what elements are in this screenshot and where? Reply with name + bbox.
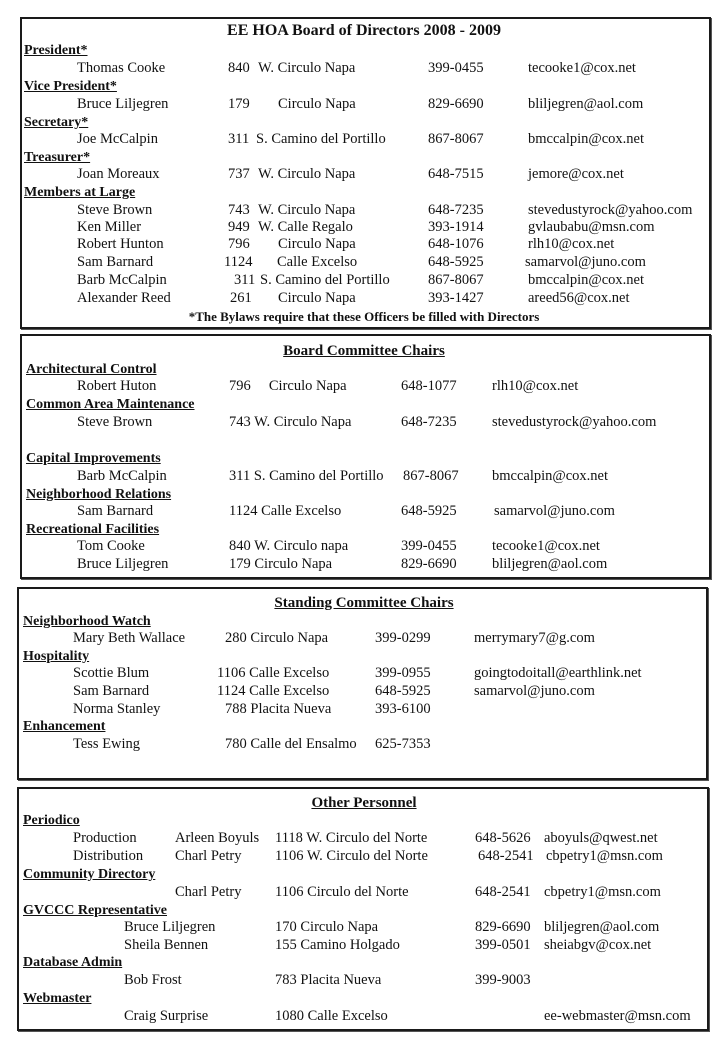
- phone: 648-7235: [428, 202, 484, 218]
- street: S. Camino del Portillo: [260, 272, 390, 288]
- heading-vice-president: Vice President*: [24, 79, 117, 94]
- address: 280 Circulo Napa: [225, 630, 329, 646]
- email-link[interactable]: bliljegren@aol.com: [492, 556, 608, 572]
- member-name: Sheila Bennen: [124, 937, 209, 953]
- email-link[interactable]: sheiabgv@cox.net: [544, 937, 652, 953]
- house-number: 737: [228, 166, 250, 182]
- member-name: Sam Barnard: [77, 503, 154, 519]
- email-link[interactable]: bliljegren@aol.com: [544, 919, 660, 935]
- email-link[interactable]: samarvol@juno.com: [525, 254, 646, 270]
- heading-capital-improvements: Capital Improvements: [26, 451, 161, 466]
- email-link[interactable]: areed56@cox.net: [528, 290, 630, 306]
- member-name: Steve Brown: [77, 202, 153, 218]
- house-number: 743: [228, 202, 250, 218]
- address: 1106 W. Circulo del Norte: [275, 848, 428, 864]
- standing-committees-title: Standing Committee Chairs: [274, 595, 454, 611]
- phone: 648-5925: [401, 503, 457, 519]
- heading-webmaster: Webmaster: [23, 991, 92, 1006]
- address: 788 Placita Nueva: [225, 701, 332, 717]
- board-title: EE HOA Board of Directors 2008 - 2009: [227, 22, 501, 39]
- member-name: Tom Cooke: [77, 538, 145, 554]
- email-link[interactable]: gvlaubabu@msn.com: [528, 219, 655, 235]
- heading-enhancement: Enhancement: [23, 719, 106, 734]
- email-link[interactable]: stevedustyrock@yahoo.com: [492, 414, 657, 430]
- street: W. Calle Regalo: [258, 219, 353, 235]
- member-name: Norma Stanley: [73, 701, 161, 717]
- email-link[interactable]: bmccalpin@cox.net: [528, 272, 645, 288]
- house-number: 179: [228, 96, 250, 112]
- heading-community-directory: Community Directory: [23, 867, 156, 882]
- email-link[interactable]: stevedustyrock@yahoo.com: [528, 202, 693, 218]
- member-name: Bruce Liljegren: [77, 556, 169, 572]
- email-link[interactable]: cbpetry1@msn.com: [544, 884, 661, 900]
- member-name: Robert Huton: [77, 378, 157, 394]
- email-link[interactable]: bmccalpin@cox.net: [528, 131, 645, 147]
- phone: 648-5626: [475, 830, 531, 846]
- street: Circulo Napa: [278, 236, 356, 252]
- heading-gvccc-representative: GVCCC Representative: [23, 903, 167, 918]
- street: W. Circulo Napa: [258, 60, 356, 76]
- email-link[interactable]: bmccalpin@cox.net: [492, 468, 609, 484]
- email-link[interactable]: ee-webmaster@msn.com: [544, 1008, 691, 1024]
- heading-common-area-maintenance: Common Area Maintenance: [26, 397, 195, 412]
- address: 1124 Calle Excelso: [217, 683, 330, 699]
- member-name: Arleen Boyuls: [175, 830, 260, 846]
- member-name: Thomas Cooke: [77, 60, 166, 76]
- street: Calle Excelso: [277, 254, 358, 270]
- member-name: Craig Surprise: [124, 1008, 209, 1024]
- phone: 648-5925: [375, 683, 431, 699]
- phone: 399-9003: [475, 972, 531, 988]
- phone: 829-6690: [428, 96, 484, 112]
- address: 1118 W. Circulo del Norte: [275, 830, 428, 846]
- member-name: Joan Moreaux: [77, 166, 160, 182]
- street: Circulo Napa: [278, 290, 356, 306]
- address: 780 Calle del Ensalmo: [225, 736, 357, 752]
- house-number: 311: [234, 272, 256, 288]
- address: 796 Circulo Napa: [229, 378, 347, 394]
- phone: 399-0501: [475, 937, 531, 953]
- address: 311 S. Camino del Portillo: [229, 468, 384, 484]
- member-name: Joe McCalpin: [77, 131, 158, 147]
- house-number: 1124: [224, 254, 253, 270]
- phone: 648-7515: [428, 166, 484, 182]
- member-name: Charl Petry: [175, 884, 242, 900]
- heading-treasurer: Treasurer*: [24, 150, 91, 165]
- member-name: Bruce Liljegren: [77, 96, 169, 112]
- address: 743 W. Circulo Napa: [229, 414, 352, 430]
- heading-neighborhood-watch: Neighborhood Watch: [23, 614, 151, 629]
- heading-secretary: Secretary*: [24, 115, 89, 130]
- phone: 393-6100: [375, 701, 431, 717]
- house-number: 949: [228, 219, 250, 235]
- phone: 393-1427: [428, 290, 484, 306]
- house-number: 796: [228, 236, 250, 252]
- address: 1080 Calle Excelso: [275, 1008, 388, 1024]
- member-name: Bruce Liljegren: [124, 919, 216, 935]
- phone: 625-7353: [375, 736, 431, 752]
- street: W. Circulo Napa: [258, 166, 356, 182]
- email-link[interactable]: jemore@cox.net: [528, 166, 624, 182]
- phone: 648-1077: [401, 378, 457, 394]
- address: 170 Circulo Napa: [275, 919, 379, 935]
- address: 179 Circulo Napa: [229, 556, 333, 572]
- house-number: 261: [230, 290, 252, 306]
- heading-president: President*: [24, 43, 88, 58]
- member-name: Barb McCalpin: [77, 272, 167, 288]
- role: Production: [73, 830, 137, 846]
- address: 155 Camino Holgado: [275, 937, 400, 953]
- phone: 829-6690: [401, 556, 457, 572]
- email-link[interactable]: merrymary7@g.com: [474, 630, 595, 646]
- phone: 648-5925: [428, 254, 484, 270]
- phone: 829-6690: [475, 919, 531, 935]
- heading-hospitality: Hospitality: [23, 649, 90, 664]
- bylaws-footnote: *The Bylaws require that these Officers be filled with Directors: [188, 309, 540, 324]
- member-name: Sam Barnard: [77, 254, 154, 270]
- heading-members-at-large: Members at Large: [24, 185, 136, 200]
- email-link[interactable]: cbpetry1@msn.com: [546, 848, 663, 864]
- member-name: Sam Barnard: [73, 683, 150, 699]
- email-link[interactable]: aboyuls@qwest.net: [544, 830, 658, 846]
- email-link[interactable]: bliljegren@aol.com: [528, 96, 644, 112]
- member-name: Charl Petry: [175, 848, 242, 864]
- house-number: 311: [228, 131, 250, 147]
- member-name: Barb McCalpin: [77, 468, 167, 484]
- heading-periodico: Periodico: [23, 813, 80, 828]
- email-link[interactable]: samarvol@juno.com: [494, 503, 615, 519]
- phone: 867-8067: [428, 131, 484, 147]
- phone: 867-8067: [428, 272, 484, 288]
- address: 840 W. Circulo napa: [229, 538, 349, 554]
- address: 1124 Calle Excelso: [229, 503, 342, 519]
- member-name: Steve Brown: [77, 414, 153, 430]
- board-committees-title: Board Committee Chairs: [283, 343, 445, 359]
- heading-neighborhood-relations: Neighborhood Relations: [26, 487, 172, 502]
- role: Distribution: [73, 848, 144, 864]
- member-name: Tess Ewing: [73, 736, 141, 752]
- member-name: Bob Frost: [124, 972, 182, 988]
- phone: 648-2541: [478, 848, 534, 864]
- street: W. Circulo Napa: [258, 202, 356, 218]
- phone: 399-0455: [428, 60, 484, 76]
- other-personnel-title: Other Personnel: [311, 795, 417, 811]
- phone: 393-1914: [428, 219, 484, 235]
- phone: 648-7235: [401, 414, 457, 430]
- address: 1106 Calle Excelso: [217, 665, 330, 681]
- email-link[interactable]: rlh10@cox.net: [492, 378, 579, 394]
- street: S. Camino del Portillo: [256, 131, 386, 147]
- phone: 648-1076: [428, 236, 484, 252]
- heading-architectural-control: Architectural Control: [26, 362, 157, 377]
- member-name: Robert Hunton: [77, 236, 164, 252]
- member-name: Scottie Blum: [73, 665, 150, 681]
- email-link[interactable]: samarvol@juno.com: [474, 683, 595, 699]
- house-number: 840: [228, 60, 250, 76]
- phone: 648-2541: [475, 884, 531, 900]
- email-link[interactable]: goingtodoitall@earthlink.net: [474, 665, 642, 681]
- heading-recreational-facilities: Recreational Facilities: [26, 522, 160, 537]
- address: 1106 Circulo del Norte: [275, 884, 409, 900]
- address: 783 Placita Nueva: [275, 972, 382, 988]
- street: Circulo Napa: [278, 96, 356, 112]
- member-name: Alexander Reed: [77, 290, 171, 306]
- email-link[interactable]: rlh10@cox.net: [528, 236, 615, 252]
- heading-database-admin: Database Admin: [23, 955, 123, 970]
- phone: 399-0455: [401, 538, 457, 554]
- phone: 399-0955: [375, 665, 431, 681]
- email-link[interactable]: tecooke1@cox.net: [492, 538, 600, 554]
- member-name: Mary Beth Wallace: [73, 630, 186, 646]
- phone: 867-8067: [403, 468, 459, 484]
- phone: 399-0299: [375, 630, 431, 646]
- email-link[interactable]: tecooke1@cox.net: [528, 60, 636, 76]
- member-name: Ken Miller: [77, 219, 142, 235]
